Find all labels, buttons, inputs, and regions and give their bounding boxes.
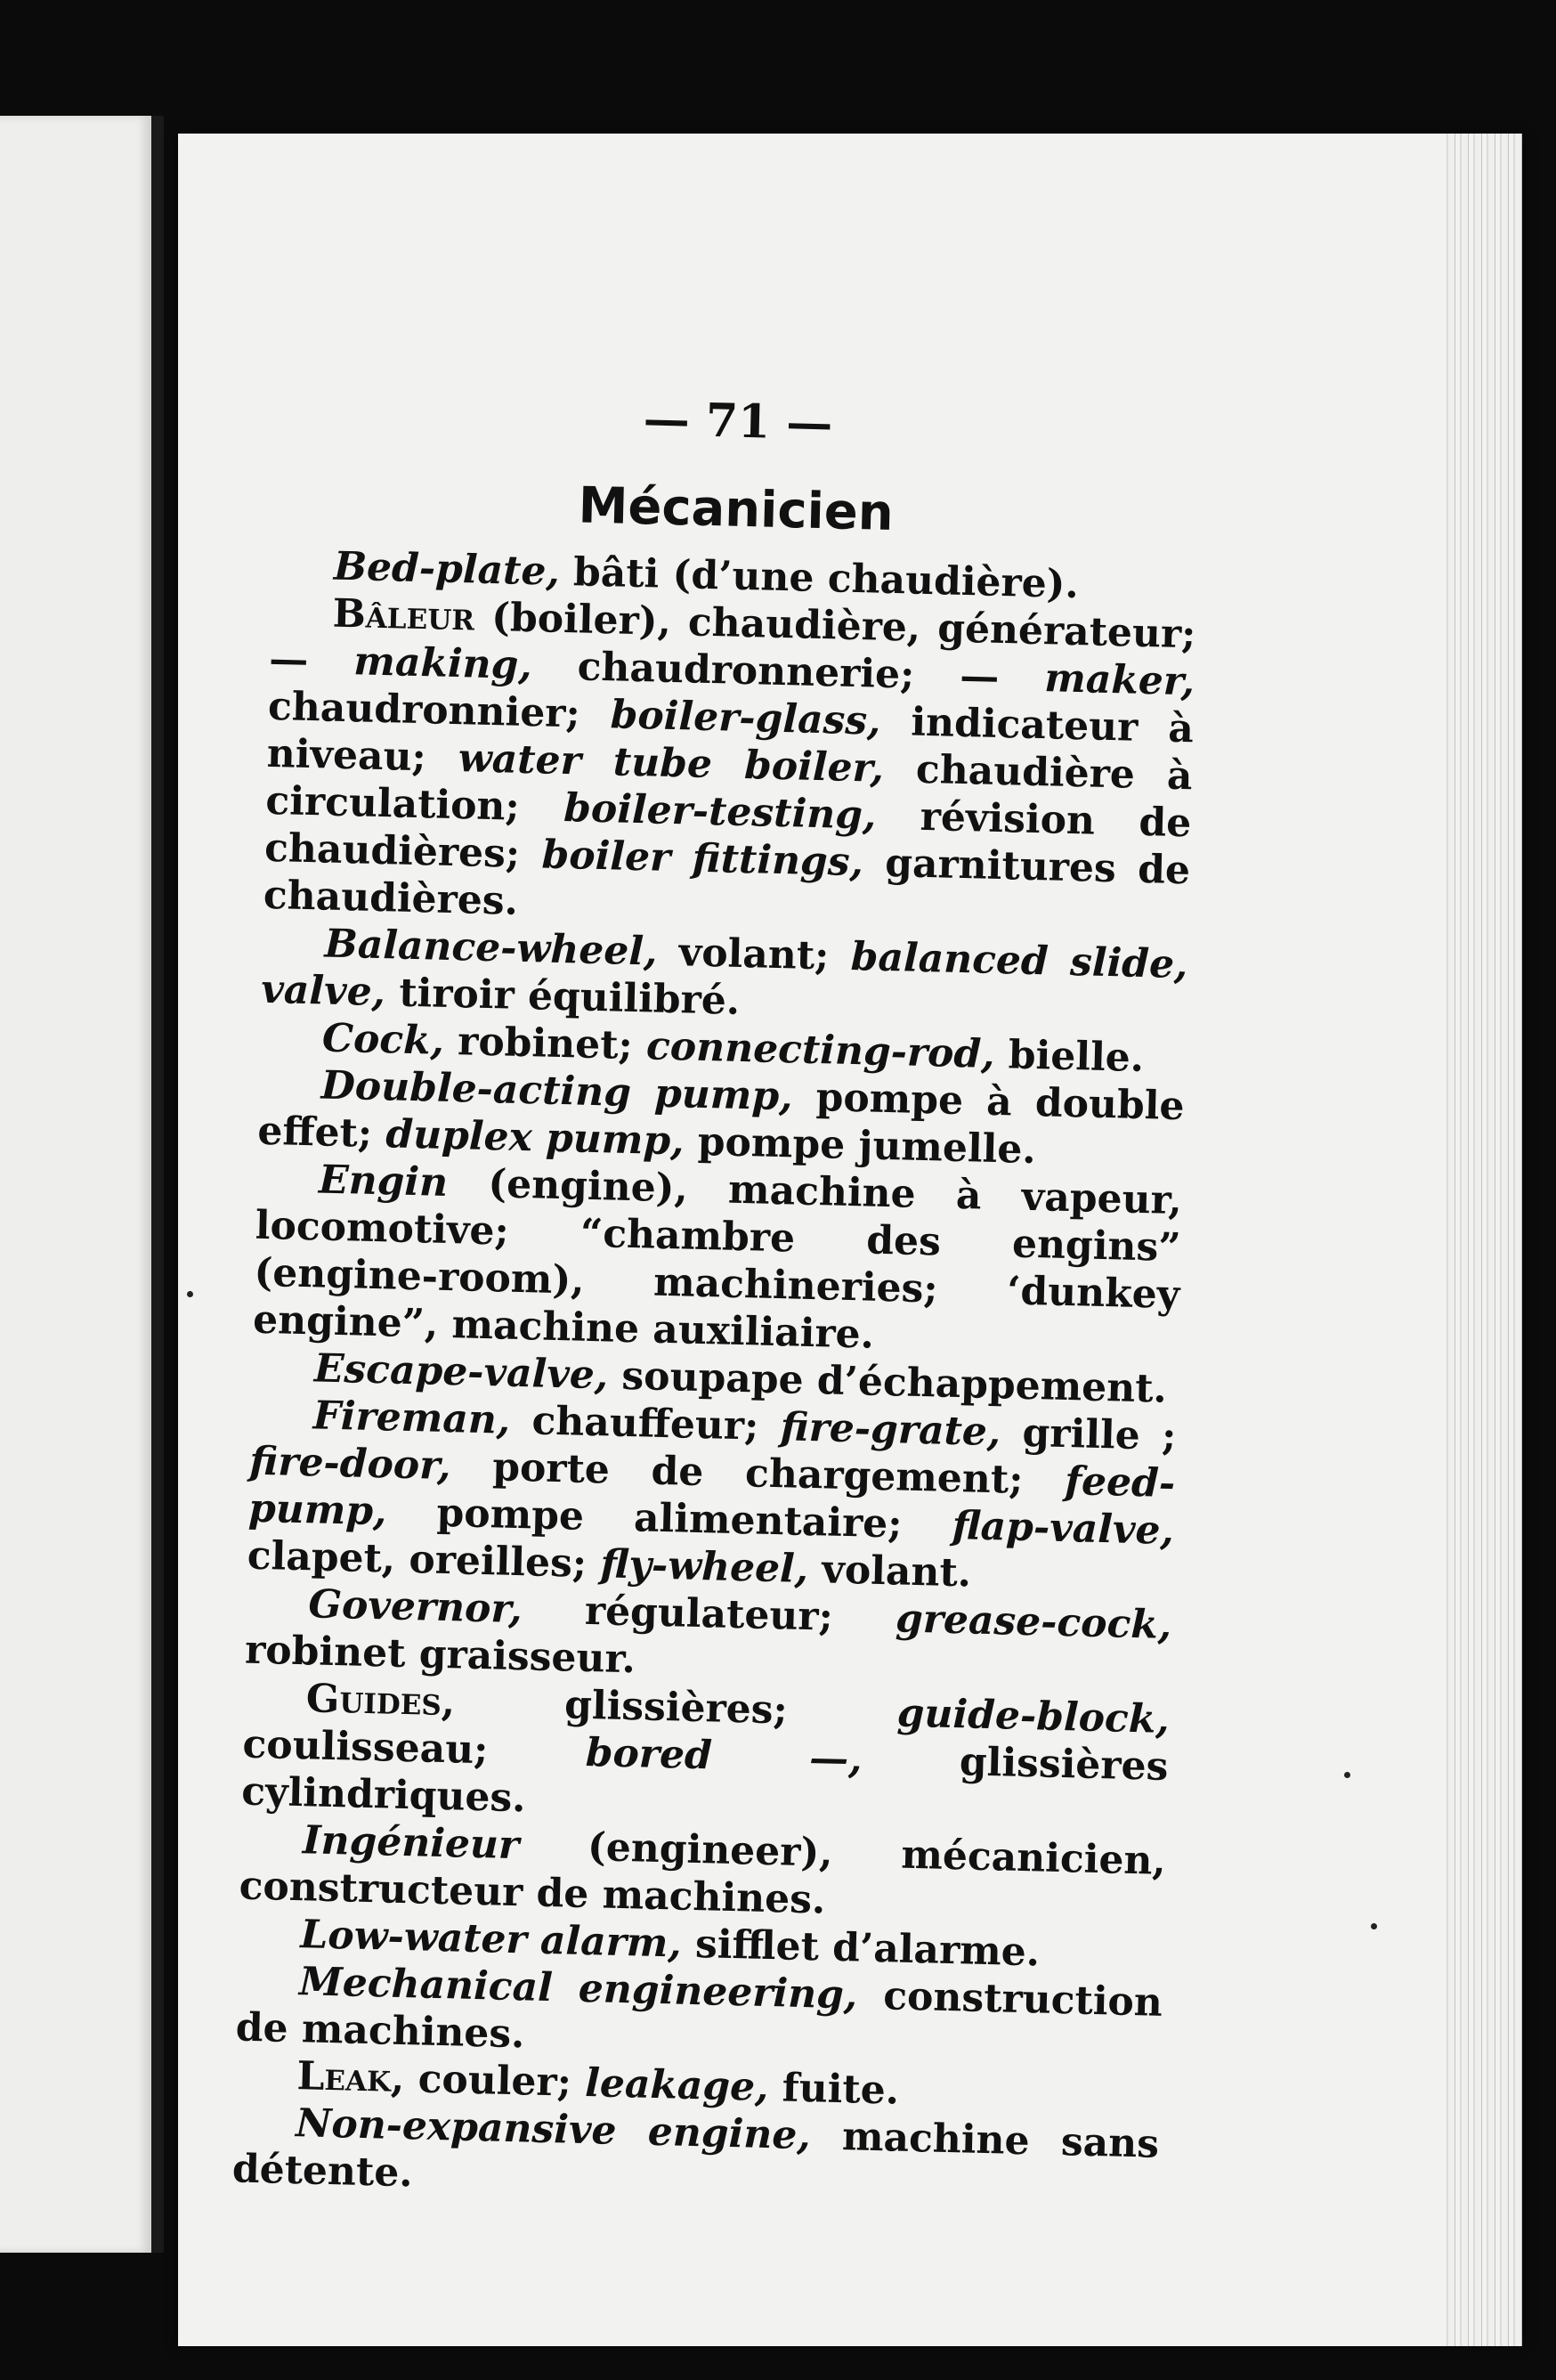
english-term: connecting-rod, xyxy=(645,1023,1009,1078)
english-term: water tube boiler, xyxy=(458,735,917,792)
english-term: balanced slide, valve, xyxy=(260,933,1188,1016)
headword: Guides xyxy=(305,1676,442,1725)
english-term: flap-valve, xyxy=(952,1502,1175,1555)
english-term: Balance-wheel, xyxy=(324,921,680,976)
english-term: Ingénieur xyxy=(302,1817,588,1871)
english-term: making, xyxy=(353,638,579,690)
definition-text: (engineer), mécanicien, constructeur de machines. xyxy=(239,1824,1167,1923)
definition-text: pompe jumelle. xyxy=(697,1118,1037,1174)
definition-text: chauffeur; xyxy=(531,1398,782,1450)
definition-text: pompe à double effet; xyxy=(256,1075,1186,1158)
ink-speck xyxy=(187,1291,193,1297)
definition-text: volant; xyxy=(678,930,852,979)
english-term: guide-block, xyxy=(896,1690,1171,1742)
definition-text: pompe alimentaire; xyxy=(435,1490,953,1548)
definition-text: régulateur; xyxy=(584,1588,896,1642)
page-text xyxy=(231,383,1201,2215)
english-term: boiler fittings, xyxy=(540,832,886,886)
english-term: duplex pump, xyxy=(385,1111,699,1165)
definition-text: volant. xyxy=(821,1547,972,1596)
english-term: Double-acting pump, xyxy=(320,1062,817,1121)
definition-text: , couler; xyxy=(390,2055,586,2107)
definition-text: garnitures de chaudières. xyxy=(263,840,1191,924)
english-term: boiler-glass, xyxy=(610,692,912,745)
definition-text: , glissières; xyxy=(441,1678,898,1736)
ink-speck xyxy=(1344,1772,1350,1778)
definition-text: grille ; xyxy=(1022,1409,1178,1460)
english-term: Escape-valve, xyxy=(313,1345,623,1399)
english-term: maker, xyxy=(1043,655,1195,705)
definition-text: bielle. xyxy=(1008,1032,1145,1082)
definition-text: clapet, oreilles; xyxy=(247,1532,602,1588)
glossary-entries xyxy=(231,541,1197,2215)
english-term: Bed-plate, xyxy=(333,543,574,596)
english-term: Governor, xyxy=(307,1581,586,1634)
glossary-entry xyxy=(263,589,1196,941)
section-title: Mécanicien xyxy=(577,476,895,542)
definition-text: construction de machines. xyxy=(235,1973,1163,2058)
definition-text: (engine), machine à vapeur, locomotive; “chambre des engins” (engine-room), machineries; ‘dunkey engine”, machine auxiliaire. xyxy=(252,1161,1183,1358)
english-term: feed-pump, xyxy=(247,1458,1176,1536)
definition-text: chaudière à circulation; xyxy=(264,746,1194,832)
headword: Bâleur xyxy=(332,590,475,640)
definition-text: fuite. xyxy=(782,2065,900,2114)
english-term: grease-cock, xyxy=(895,1596,1172,1648)
headword: Leak xyxy=(296,2053,392,2101)
english-term: bored —, xyxy=(585,1729,960,1785)
definition-text: coulisseau; xyxy=(242,1721,587,1775)
page-number: — 71 — xyxy=(643,392,834,451)
english-term: Mechanical engineering, xyxy=(298,1959,884,2019)
definition-text: soupape d’échappement. xyxy=(620,1352,1168,1412)
definition-text: indicateur à niveau; xyxy=(266,699,1195,782)
definition-text: bâti (d’une chaudière). xyxy=(572,549,1080,608)
definition-text: sifflet d’alarme. xyxy=(694,1921,1041,1976)
glossary-entry xyxy=(253,1155,1183,1366)
glossary-entry xyxy=(241,1674,1171,1838)
definition-text: machine sans détente. xyxy=(231,2114,1160,2197)
english-term: fire-door, xyxy=(248,1438,493,1491)
page-edge-texture xyxy=(1442,134,1522,2346)
ink-speck xyxy=(1371,1923,1377,1929)
definition-text: glissières cylindriques. xyxy=(240,1739,1169,1822)
english-term: Fireman, xyxy=(312,1393,533,1444)
english-term: fire-grate, xyxy=(780,1404,1024,1456)
english-term: boiler-testing, xyxy=(563,785,921,840)
definition-text: (boiler), chaudière, générateur; — xyxy=(268,594,1197,685)
english-term: Engin xyxy=(318,1157,490,1207)
english-term: Cock, xyxy=(321,1015,458,1065)
definition-text: tiroir équilibré. xyxy=(398,970,741,1024)
definition-text: robinet; xyxy=(457,1019,647,1069)
english-term: Low-water alarm, xyxy=(299,1912,696,1968)
english-term: Non-expansive engine, xyxy=(295,2100,843,2160)
english-term: fly-wheel, xyxy=(599,1541,823,1593)
glossary-entry xyxy=(247,1391,1177,1602)
definition-text: chaudronnier; xyxy=(267,683,612,738)
english-term: leakage, xyxy=(584,2060,783,2111)
definition-text: robinet graisseur. xyxy=(244,1627,636,1683)
definition-text: chaudronnerie; — xyxy=(577,644,1045,702)
previous-page-edge xyxy=(0,116,164,2253)
definition-text: révision de chaudières; xyxy=(263,793,1192,878)
definition-text: porte de chargement; xyxy=(491,1444,1066,1505)
